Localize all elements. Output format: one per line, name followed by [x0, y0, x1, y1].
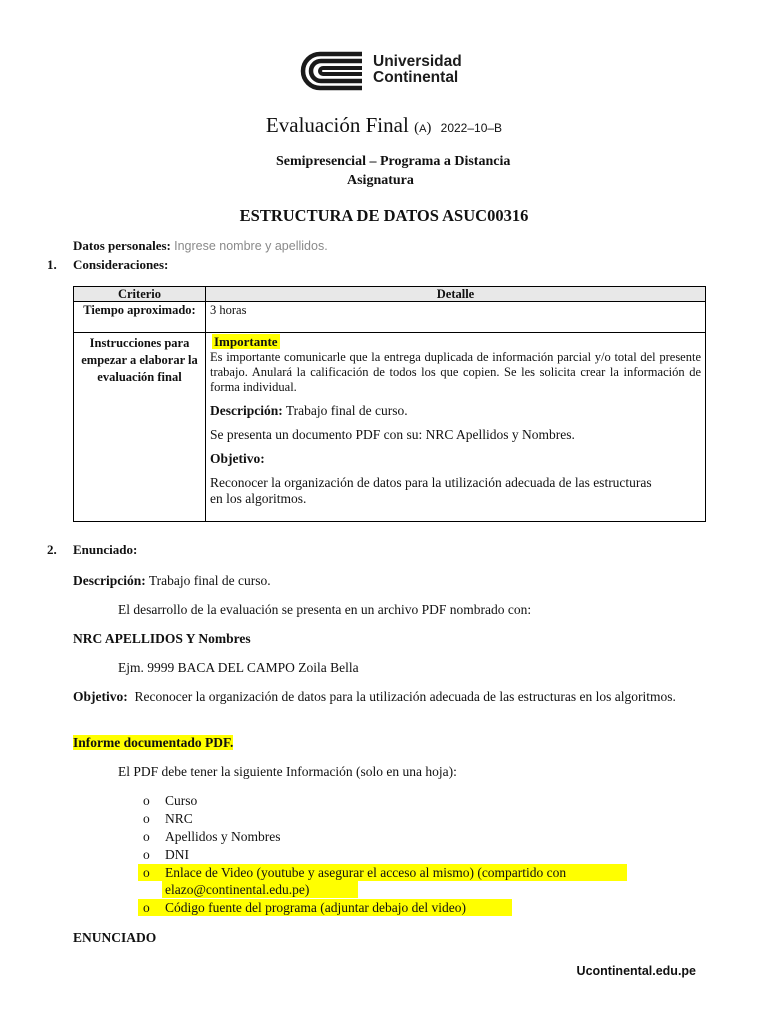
personal-data-label: Datos personales: — [73, 238, 171, 253]
bullet-marker: o — [143, 811, 150, 826]
list-item: NRC — [165, 811, 193, 826]
table-desc-label: Descripción: — [210, 403, 283, 418]
list-item-video-link: Enlace de Video (youtube y asegurar el acceso al mismo) (compartido con — [165, 865, 567, 880]
informe-label: Informe documentado PDF. — [73, 735, 234, 750]
course-title: ESTRUCTURA DE DATOS ASUC00316 — [239, 206, 529, 225]
modality-subtitle: Semipresencial – Programa a Distancia — [276, 154, 511, 169]
s2-obj-label: Objetivo: — [73, 689, 128, 704]
list-item: Apellidos y Nombres — [165, 829, 281, 844]
bullet-marker: o — [143, 900, 150, 915]
pdf-requirements-text: El PDF debe tener la siguiente Información (solo en una hoja): — [118, 764, 457, 779]
logo-wordmark — [373, 54, 462, 86]
version-close: ) — [426, 120, 432, 136]
instructions-detail — [206, 333, 706, 522]
continental-logo-icon — [298, 50, 368, 92]
table-header-row — [74, 287, 706, 302]
personal-data-row — [73, 238, 328, 254]
title-text: Evaluación Final — [265, 113, 409, 137]
s2-desc-label: Descripción: — [73, 573, 146, 588]
informe-heading — [73, 735, 233, 751]
enunciado-heading: ENUNCIADO — [73, 930, 157, 945]
important-label: Importante — [214, 334, 278, 349]
version-open: ( — [414, 120, 420, 136]
col-header-detalle: Detalle — [206, 287, 706, 302]
exam-code: 2022–10–B — [440, 121, 503, 135]
table-obj-text: Reconocer la organización de datos para la utilización adecuada de las estructuras en los algoritmos. — [210, 475, 652, 506]
bullet-marker: o — [143, 829, 150, 844]
list-item-source-code: Código fuente del programa (adjuntar debajo del video) — [165, 900, 467, 915]
time-value: 3 horas — [206, 302, 706, 333]
time-label: Tiempo aproximado: — [74, 302, 206, 333]
archivo-text: El desarrollo de la evaluación se presenta en un archivo PDF nombrado con: — [118, 602, 532, 617]
important-text: Es importante comunicarle que la entrega duplicada de información parcial y/o total del presente trabajo. Anulará la calificación de todos los que copien. Se les solicita crear la información de forma individual. — [210, 350, 701, 394]
bullet-marker: o — [143, 793, 150, 808]
section2-number: 2. — [47, 542, 57, 557]
enunciado-description — [73, 573, 271, 589]
enunciado-objective — [73, 689, 713, 705]
instructions-label: Instrucciones para empezar a elaborar la evaluación final — [74, 333, 206, 522]
s2-desc-text: Trabajo final de curso. — [148, 573, 271, 588]
logo-line2: Continental — [373, 69, 459, 86]
section2-title: Enunciado: — [73, 542, 138, 557]
page-title — [0, 113, 768, 138]
table-row — [74, 302, 706, 333]
table-obj-label: Objetivo: — [210, 451, 265, 466]
version-letter: A — [419, 123, 427, 135]
list-item: Curso — [165, 793, 198, 808]
section1-number: 1. — [47, 257, 57, 272]
table-description — [210, 403, 701, 419]
nrc-heading: NRC APELLIDOS Y Nombres — [73, 631, 251, 646]
s2-obj-text: Reconocer la organización de datos para la utilización adecuada de las estructuras en los algoritmos. — [134, 689, 676, 704]
list-item: DNI — [165, 847, 189, 862]
section1-title: Consideraciones: — [73, 257, 169, 272]
logo-line1: Universidad — [373, 53, 462, 70]
footer-site-link[interactable]: Ucontinental.edu.pe — [576, 964, 696, 978]
subject-label: Asignatura — [347, 173, 414, 188]
bullet-marker: o — [143, 865, 150, 880]
name-input-placeholder[interactable]: Ingrese nombre y apellidos. — [174, 239, 328, 253]
table-desc-text: Trabajo final de curso. — [285, 403, 408, 418]
table-row — [74, 333, 706, 522]
list-item-video-email: elazo@continental.edu.pe) — [165, 882, 310, 897]
table-presenta-text: Se presenta un documento PDF con su: NRC Apellidos y Nombres. — [210, 427, 575, 442]
example-text: Ejm. 9999 BACA DEL CAMPO Zoila Bella — [118, 660, 359, 675]
criteria-table — [73, 286, 706, 522]
bullet-marker: o — [143, 847, 150, 862]
col-header-criterio: Criterio — [74, 287, 206, 302]
